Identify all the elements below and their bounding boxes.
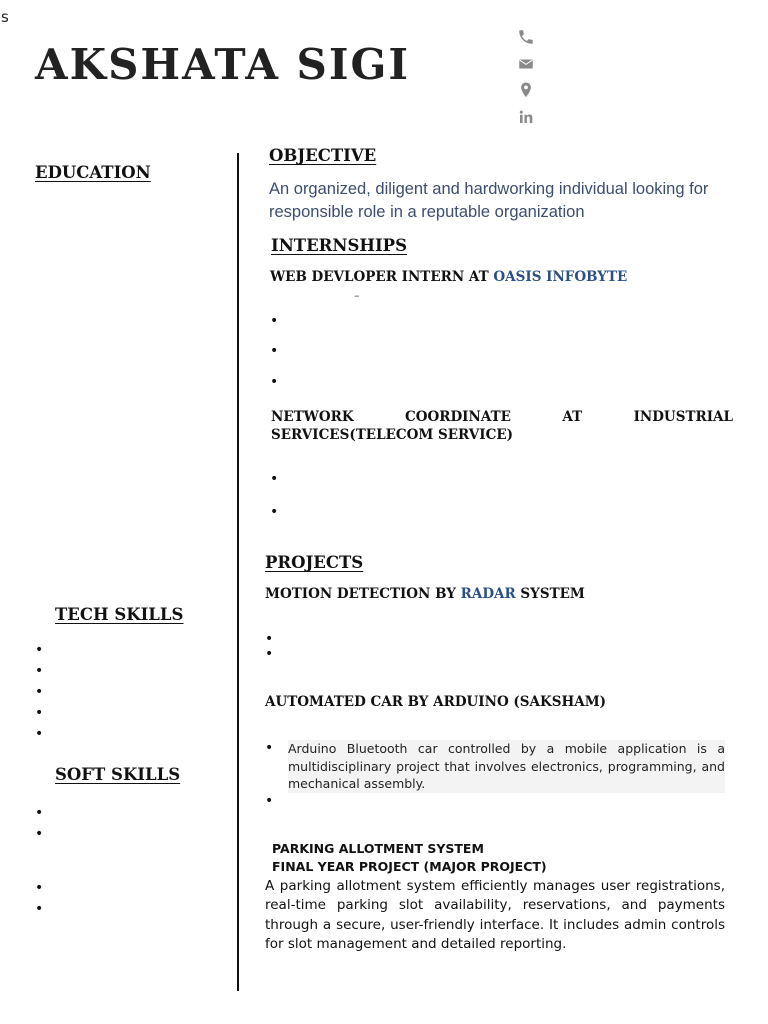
bullet-point: • <box>265 740 274 756</box>
project-title-accent: RADAR <box>460 586 516 602</box>
phone-icon <box>517 28 535 46</box>
bullet-point: • <box>270 471 279 487</box>
project-title-radar <box>265 586 585 602</box>
corner-letter: s <box>1 8 9 26</box>
location-icon <box>517 81 535 99</box>
bullet-point: • <box>270 343 279 359</box>
internship-role: WEB DEVLOPER INTERN AT <box>270 269 494 285</box>
column-divider <box>237 153 239 991</box>
bullet-point: • <box>265 646 274 662</box>
project-title-arduino: AUTOMATED CAR BY ARDUINO (SAKSHAM) <box>265 694 607 710</box>
project-description-arduino: Arduino Bluetooth car controlled by a mobile application is a multidisciplinary project that involves electronics, programming, and mechanical assembly. <box>288 741 725 791</box>
contact-icons <box>517 28 537 134</box>
internship-title-web <box>270 269 627 285</box>
internship-company: OASIS INFOBYTE <box>493 269 628 285</box>
bullet-point: • <box>270 313 279 329</box>
objective-heading: OBJECTIVE <box>269 146 377 165</box>
bullet-point: • <box>270 374 279 390</box>
soft-skills-heading: SOFT SKILLS <box>55 765 181 784</box>
internships-heading: INTERNSHIPS <box>271 236 407 255</box>
candidate-name: AKSHATA SIGI <box>35 40 411 89</box>
linkedin-icon <box>517 108 535 126</box>
project-title-prefix: MOTION DETECTION BY <box>265 586 461 602</box>
projects-heading: PROJECTS <box>265 553 364 572</box>
bullet-point: • <box>270 504 279 520</box>
email-icon <box>517 55 535 73</box>
project-subtitle-parking: FINAL YEAR PROJECT (MAJOR PROJECT) <box>272 859 547 874</box>
project-description-parking: A parking allotment system efficiently manages user registrations, real-time parking slot availability, reservations, and payments through a secure, user-friendly interface. It includes admin controls for slot management and detailed reporting. <box>265 878 725 952</box>
objective-text: An organized, diligent and hardworking individual looking for responsible role in a reputable organization <box>269 180 709 221</box>
project-title-parking: PARKING ALLOTMENT SYSTEM <box>272 841 484 856</box>
dash-mark: – <box>354 289 360 302</box>
project-title-suffix: SYSTEM <box>515 586 585 602</box>
bullet-point: • <box>265 631 274 647</box>
tech-skills-heading: TECH SKILLS <box>55 605 184 624</box>
bullet-point: • <box>265 793 274 809</box>
education-heading: EDUCATION <box>35 163 151 182</box>
internship-title-network: NETWORK COORDINATE AT INDUSTRIAL SERVICES(TELECOM SERVICE) <box>271 409 733 443</box>
